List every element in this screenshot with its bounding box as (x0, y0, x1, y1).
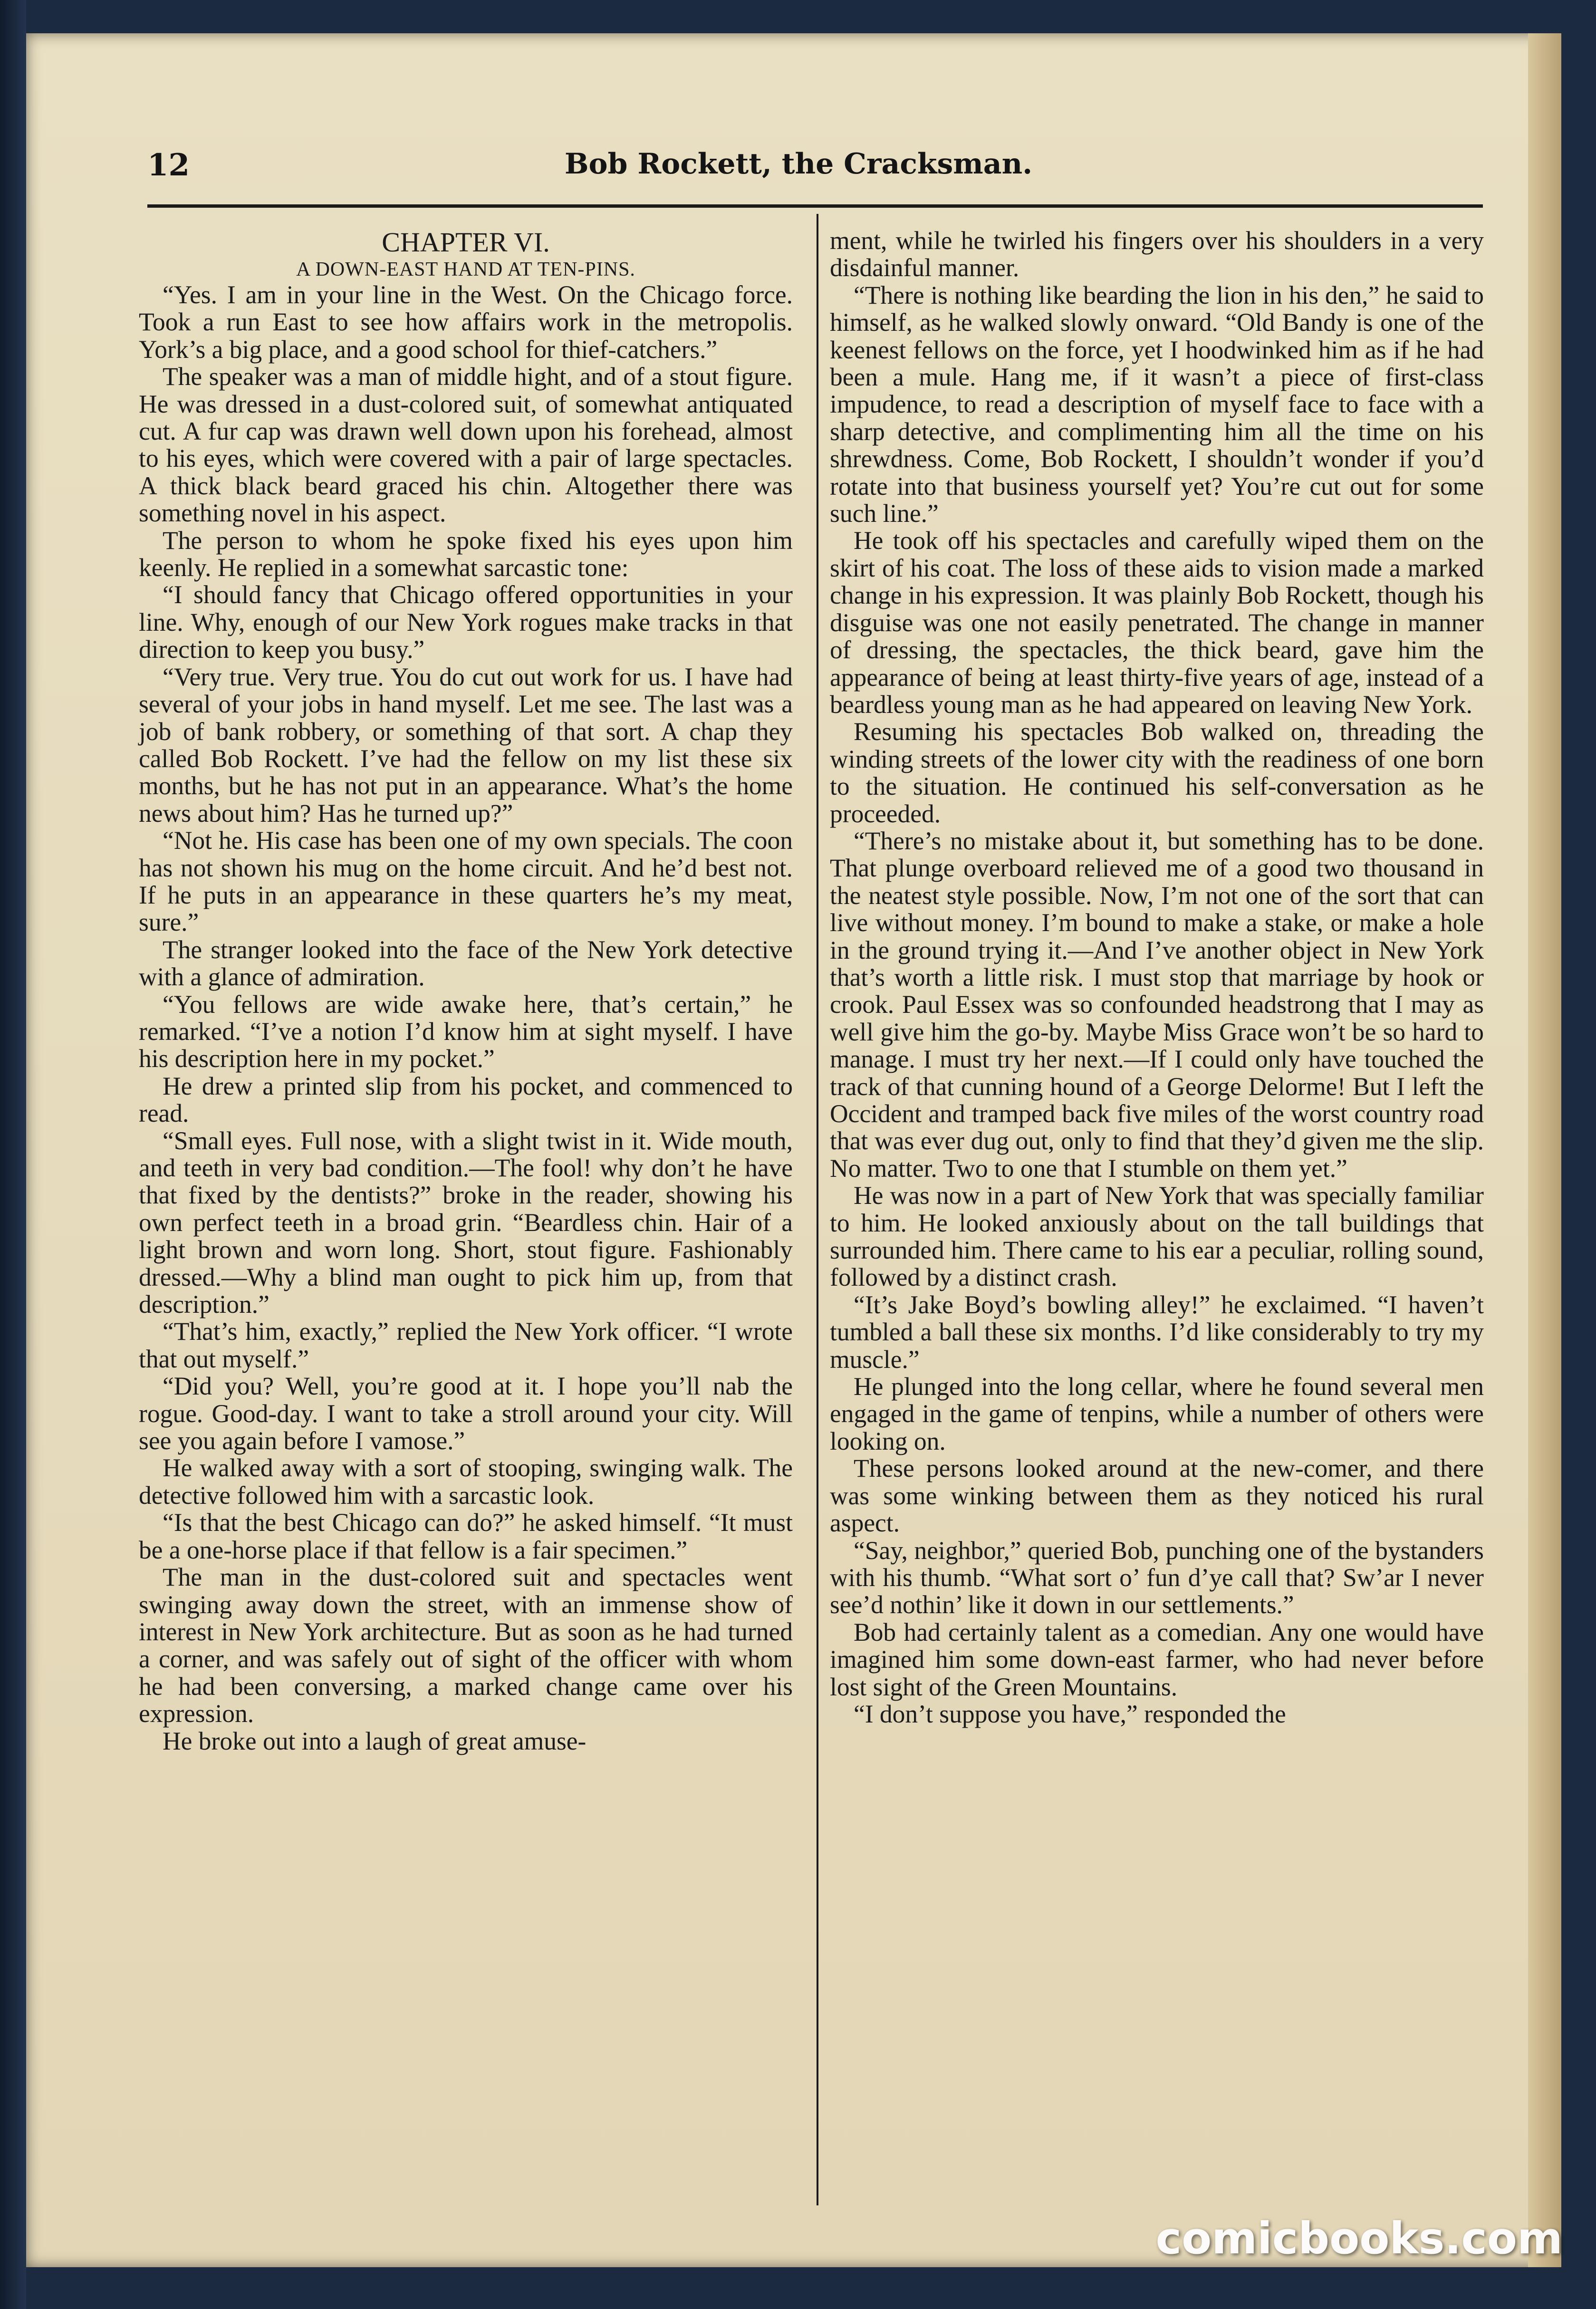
page-edge (1528, 33, 1561, 2267)
paragraph: He took off his spectacles and carefully wiped them on the skirt of his coat. The loss of these aids to vision made a marked change in his expression. It was plainly Bob Rockett, though his disguise was one not easily penetrated. The change in manner of dressing, the spectacles, the thick beard, gave him the appearance of being at least thirty-five years of age, instead of a beardless young man as he had appeared on leaving New York. (830, 526, 1484, 719)
left-column (139, 227, 793, 1755)
watermark: comicbooks.com (1155, 2213, 1563, 2264)
paragraph: “Very true. Very true. You do cut out work for us. I have had several of your jobs in hand myself. Let me see. The last was a job of bank robbery, or something of that sort. A chap they called Bob Rockett. I’ve had the fellow on my list these six months, but he has not put in an appearance. What’s the home news about him? Has he turned up?” (139, 662, 793, 827)
paragraph: “There is nothing like bearding the lion in his den,” he said to himself, as he walked slowly onward. “Old Bandy is one of the keenest fellows on the force, yet I hoodwinked him as if he had been a mule. Hang me, if it wasn’t a piece of first-class impudence, to read a description of myself face to face with a sharp detective, and complimenting him all the time on his shrewdness. Come, Bob Rockett, I shouldn’t wonder if you’d rotate into that business yourself yet? You’re cut out for some such line.” (830, 280, 1484, 528)
right-column (830, 227, 1484, 1728)
paragraph: “Yes. I am in your line in the West. On the Chicago force. Took a run East to see how affairs work in the metropolis. York’s a big place, and a good school for thief-catchers.” (139, 280, 793, 364)
paragraph: The stranger looked into the face of the New York detective with a glance of admiration. (139, 935, 793, 991)
paragraph: He walked away with a sort of stooping, swinging walk. The detective followed him with a sarcastic look. (139, 1453, 793, 1510)
background-edge (0, 0, 26, 2309)
chapter-title: CHAPTER VI. (382, 227, 550, 258)
paragraph: ment, while he twirled his fingers over his shoulders in a very disdainful manner. (830, 226, 1484, 282)
paragraph: “I should fancy that Chicago offered opportunities in your line. Why, enough of our New York rogues make tracks in that direction to keep you busy.” (139, 580, 793, 664)
paragraph: He broke out into a laugh of great amuse- (163, 1726, 586, 1755)
paragraph: He plunged into the long cellar, where he found several men engaged in the game of tenpins, while a number of others were looking on. (830, 1372, 1484, 1455)
paragraph: The man in the dust-colored suit and spectacles went swinging away down the street, with an immense show of interest in New York architecture. But as soon as he had turned a corner, and was safely out of sight of the officer with whom he had been conversing, a marked change came over his expression. (139, 1563, 793, 1728)
running-title: Bob Rockett, the Cracksman. (564, 147, 1033, 181)
paragraph: He drew a printed slip from his pocket, and commenced to read. (139, 1071, 793, 1128)
paragraph: “Did you? Well, you’re good at it. I hope you’ll nab the rogue. Good-day. I want to take a stroll around your city. Will see you again before I vamose.” (139, 1372, 793, 1455)
paragraph: “That’s him, exactly,” replied the New York officer. “I wrote that out myself.” (139, 1317, 793, 1373)
page-header (109, 147, 1488, 204)
header-rule (147, 204, 1483, 208)
paragraph: “Is that the best Chicago can do?” he asked himself. “It must be a one-horse place if that fellow is a fair specimen.” (139, 1508, 793, 1564)
paragraph: “Not he. His case has been one of my own specials. The coon has not shown his mug on the home circuit. And he’d best not. If he puts in an appearance in these quarters he’s my meat, sure.” (139, 826, 793, 937)
paragraph: “Say, neighbor,” queried Bob, punching one of the bystanders with his thumb. “What sort o’ fun d’ye call that? Sw’ar I never see’d nothin’ like it down in our settlements.” (830, 1536, 1484, 1619)
paragraph: The person to whom he spoke fixed his eyes upon him keenly. He replied in a somewhat sarcastic tone: (139, 526, 793, 582)
paragraph: He was now in a part of New York that was specially familiar to him. He looked anxiously about on the tall buildings that surrounded him. There came to his ear a peculiar, rolling sound, followed by a distinct crash. (830, 1181, 1484, 1292)
paragraph: “It’s Jake Boyd’s bowling alley!” he exclaimed. “I haven’t tumbled a ball these six months. I’d like considerably to try my muscle.” (830, 1290, 1484, 1374)
paragraph: These persons looked around at the new-comer, and there was some winking between them as they noticed his rural aspect. (830, 1454, 1484, 1538)
paragraph: Bob had certainly talent as a comedian. Any one would have imagined him some down-east farmer, who had never before lost sight of the Green Mountains. (830, 1617, 1484, 1701)
paragraph: “Small eyes. Full nose, with a slight twist in it. Wide mouth, and teeth in very bad condition.—The fool! why don’t he have that fixed by the dentists?” broke in the reader, showing his own perfect teeth in a broad grin. “Beardless chin. Hair of a light brown and worn long. Short, stout figure. Fashionably dressed.—Why a blind man ought to pick him up, from that description.” (139, 1126, 793, 1319)
paragraph: “There’s no mistake about it, but something has to be done. That plunge overboard relieved me of a good two thousand in the neatest style possible. Now, I’m not one of the sort that can live without money. I’m bound to make a stake, or make a hole in the ground trying it.—And I’ve another object in New York that’s worth a little risk. I must stop that marriage by hook or crook. Paul Essex was so confounded headstrong that I may as well give him the go-by. Maybe Miss Grace won’t be so hard to manage. I must try her next.—If I could only have touched the track of that cunning hound of a George Delorme! But I left the Occident and tramped back five miles of the worst country road that was ever dug out, only to find that they’d given me the slip. No matter. Two to one that I stumble on them yet.” (830, 826, 1484, 1183)
paragraph: “I don’t suppose you have,” responded the (854, 1699, 1286, 1728)
chapter-subtitle: A DOWN-EAST HAND AT TEN-PINS. (296, 259, 635, 280)
page-number: 12 (147, 147, 190, 183)
paragraph: The speaker was a man of middle hight, and of a stout figure. He was dressed in a dust-colored suit, of somewhat antiquated cut. A fur cap was drawn well down upon his forehead, almost to his eyes, which were covered with a pair of large spectacles. A thick black beard graced his chin. Altogether there was something novel in his aspect. (139, 362, 793, 528)
paragraph: “You fellows are wide awake here, that’s certain,” he remarked. “I’ve a notion I’d know him at sight myself. I have his description here in my pocket.” (139, 990, 793, 1073)
column-divider (817, 214, 818, 2205)
paragraph: Resuming his spectacles Bob walked on, threading the winding streets of the lower city with the readiness of one born to the situation. He continued his self-conversation as he proceeded. (830, 717, 1484, 828)
